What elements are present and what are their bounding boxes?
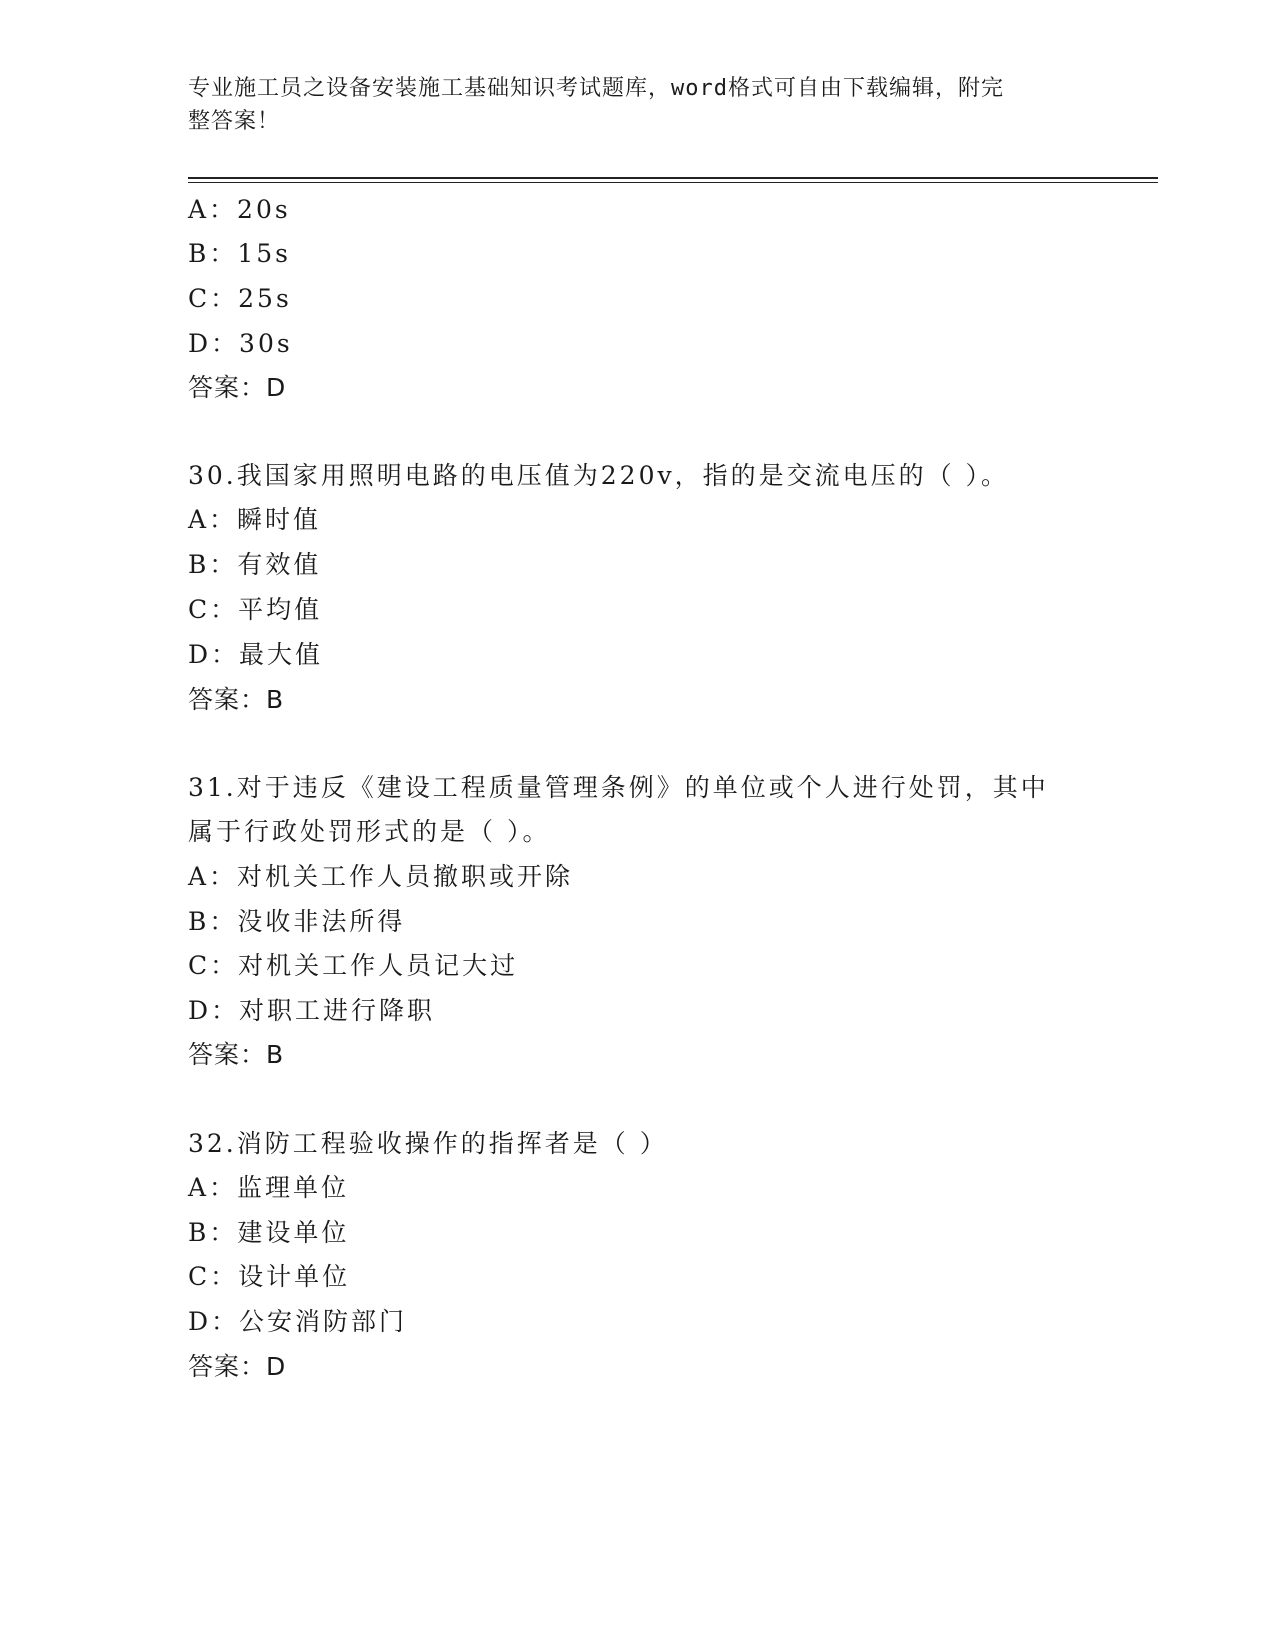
answer: 答案：B <box>188 1040 285 1069</box>
option-b: B：15s <box>188 239 292 268</box>
option-a: A：监理单位 <box>188 1173 350 1202</box>
option-d: D：最大值 <box>188 640 324 669</box>
header-title-line-2: 整答案！ <box>188 109 281 134</box>
answer: 答案：D <box>188 373 287 402</box>
option-a: A：20s <box>188 195 291 224</box>
answer: 答案：D <box>188 1352 287 1381</box>
header-title-line-1: 专业施工员之设备安装施工基础知识考试题库，word格式可自由下载编辑，附完 <box>188 76 1004 101</box>
question-stem: 32.消防工程验收操作的指挥者是（ ） <box>188 1129 668 1158</box>
option-c: C：设计单位 <box>188 1262 351 1291</box>
option-a: A：对机关工作人员撤职或开除 <box>188 862 574 891</box>
option-c: C：25s <box>188 284 292 313</box>
question-stem: 31.对于违反《建设工程质量管理条例》的单位或个人进行处罚，其中 <box>188 773 1049 802</box>
option-a: A：瞬时值 <box>188 505 322 534</box>
option-d: D：公安消防部门 <box>188 1307 408 1336</box>
option-d: D：对职工进行降职 <box>188 996 436 1025</box>
answer: 答案：B <box>188 685 285 714</box>
header-divider-thick <box>188 177 1158 179</box>
question-stem: 30.我国家用照明电路的电压值为220v，指的是交流电压的（ ）。 <box>188 461 1010 490</box>
question-stem-continued: 属于行政处罚形式的是（ ）。 <box>188 817 551 846</box>
header-divider-thin <box>188 182 1158 183</box>
option-c: C：平均值 <box>188 595 323 624</box>
page-header <box>188 72 1068 138</box>
option-b: B：建设单位 <box>188 1218 350 1247</box>
option-d: D：30s <box>188 329 293 358</box>
option-b: B：有效值 <box>188 550 322 579</box>
option-b: B：没收非法所得 <box>188 907 406 936</box>
option-c: C：对机关工作人员记大过 <box>188 951 519 980</box>
